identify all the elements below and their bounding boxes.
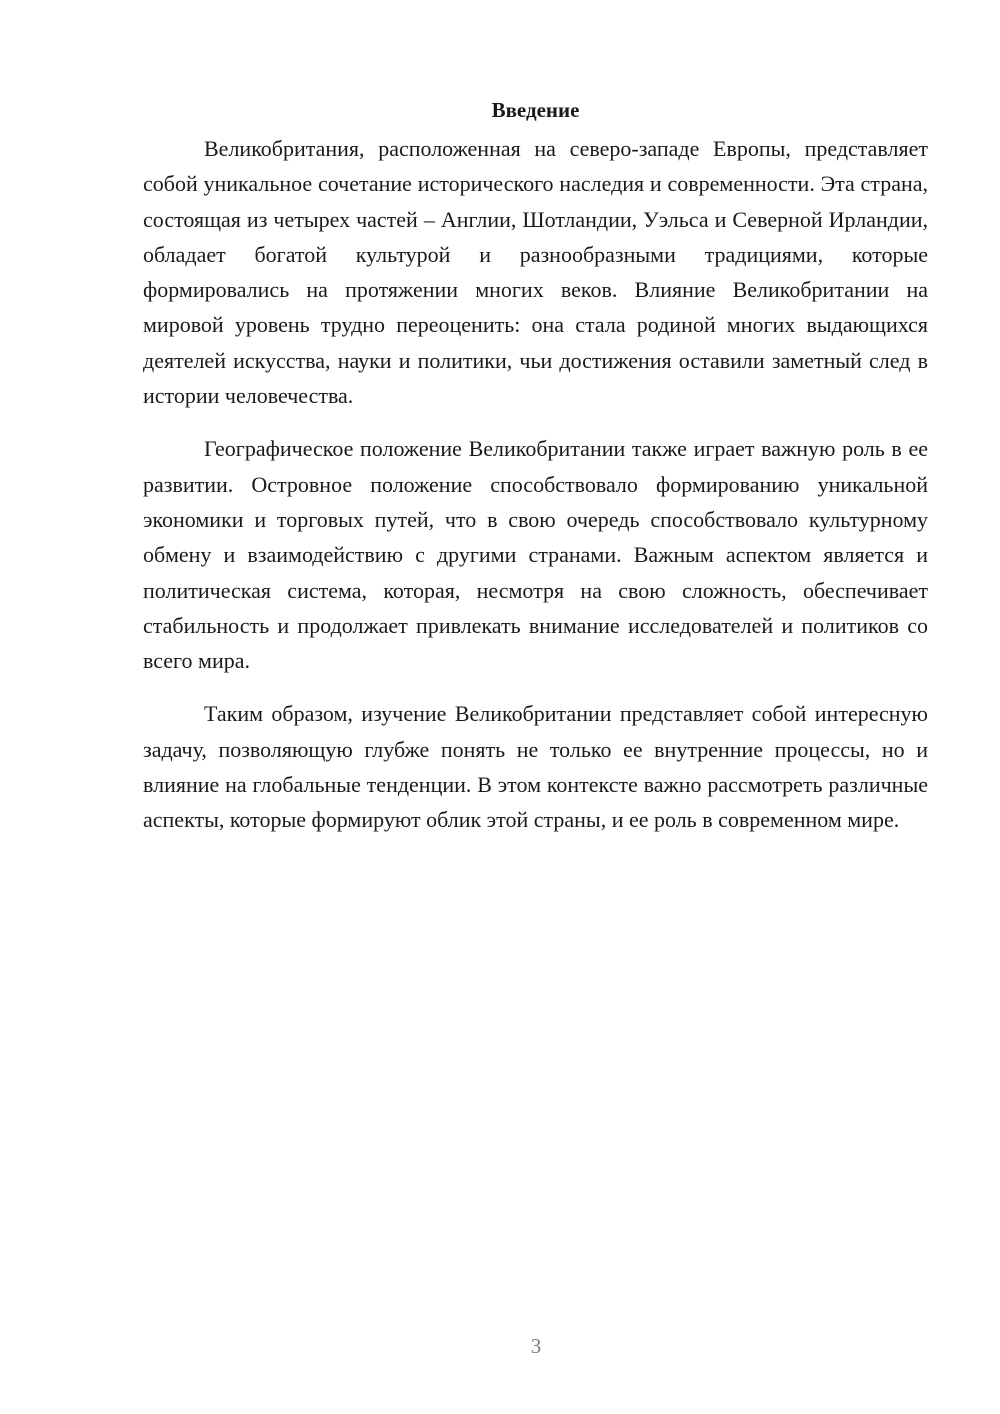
page-content bbox=[143, 95, 928, 856]
section-title: Введение bbox=[491, 98, 580, 122]
page-number: 3 bbox=[530, 1334, 542, 1358]
paragraph-2: Географическое положение Великобритании также играет важную роль в ее развитии. Островное положение способствовало формированию уникальной экономики и торговых путей, что в свою очередь способствовало культурному обмену и взаимодействию с другими странами. Важным аспектом является и политическая система, которая, несмотря на свою сложность, обеспечивает стабильность и продолжает привлекать внимание исследователей и политиков со всего мира. bbox=[143, 436, 928, 674]
paragraph-1: Великобритания, расположенная на северо-западе Европы, представляет собой уникальное сочетание исторического наследия и современности. Эта страна, состоящая из четырех частей – Англии, Шотландии, Уэльса и Северной Ирландии, обладает богатой культурой и разнообразными традициями, которые формировались на протяжении многих веков. Влияние Великобритании на мировой уровень трудно переоценить: она стала родиной многих выдающихся деятелей искусства, науки и политики, чьи достижения оставили заметный след в истории человечества. bbox=[143, 136, 928, 409]
paragraph-3: Таким образом, изучение Великобритании представляет собой интересную задачу, позволяющую глубже понять не только ее внутренние процессы, но и влияние на глобальные тенденции. В этом контексте важно рассмотреть различные аспекты, которые формируют облик этой страны, и ее роль в современном мире. bbox=[143, 701, 928, 833]
